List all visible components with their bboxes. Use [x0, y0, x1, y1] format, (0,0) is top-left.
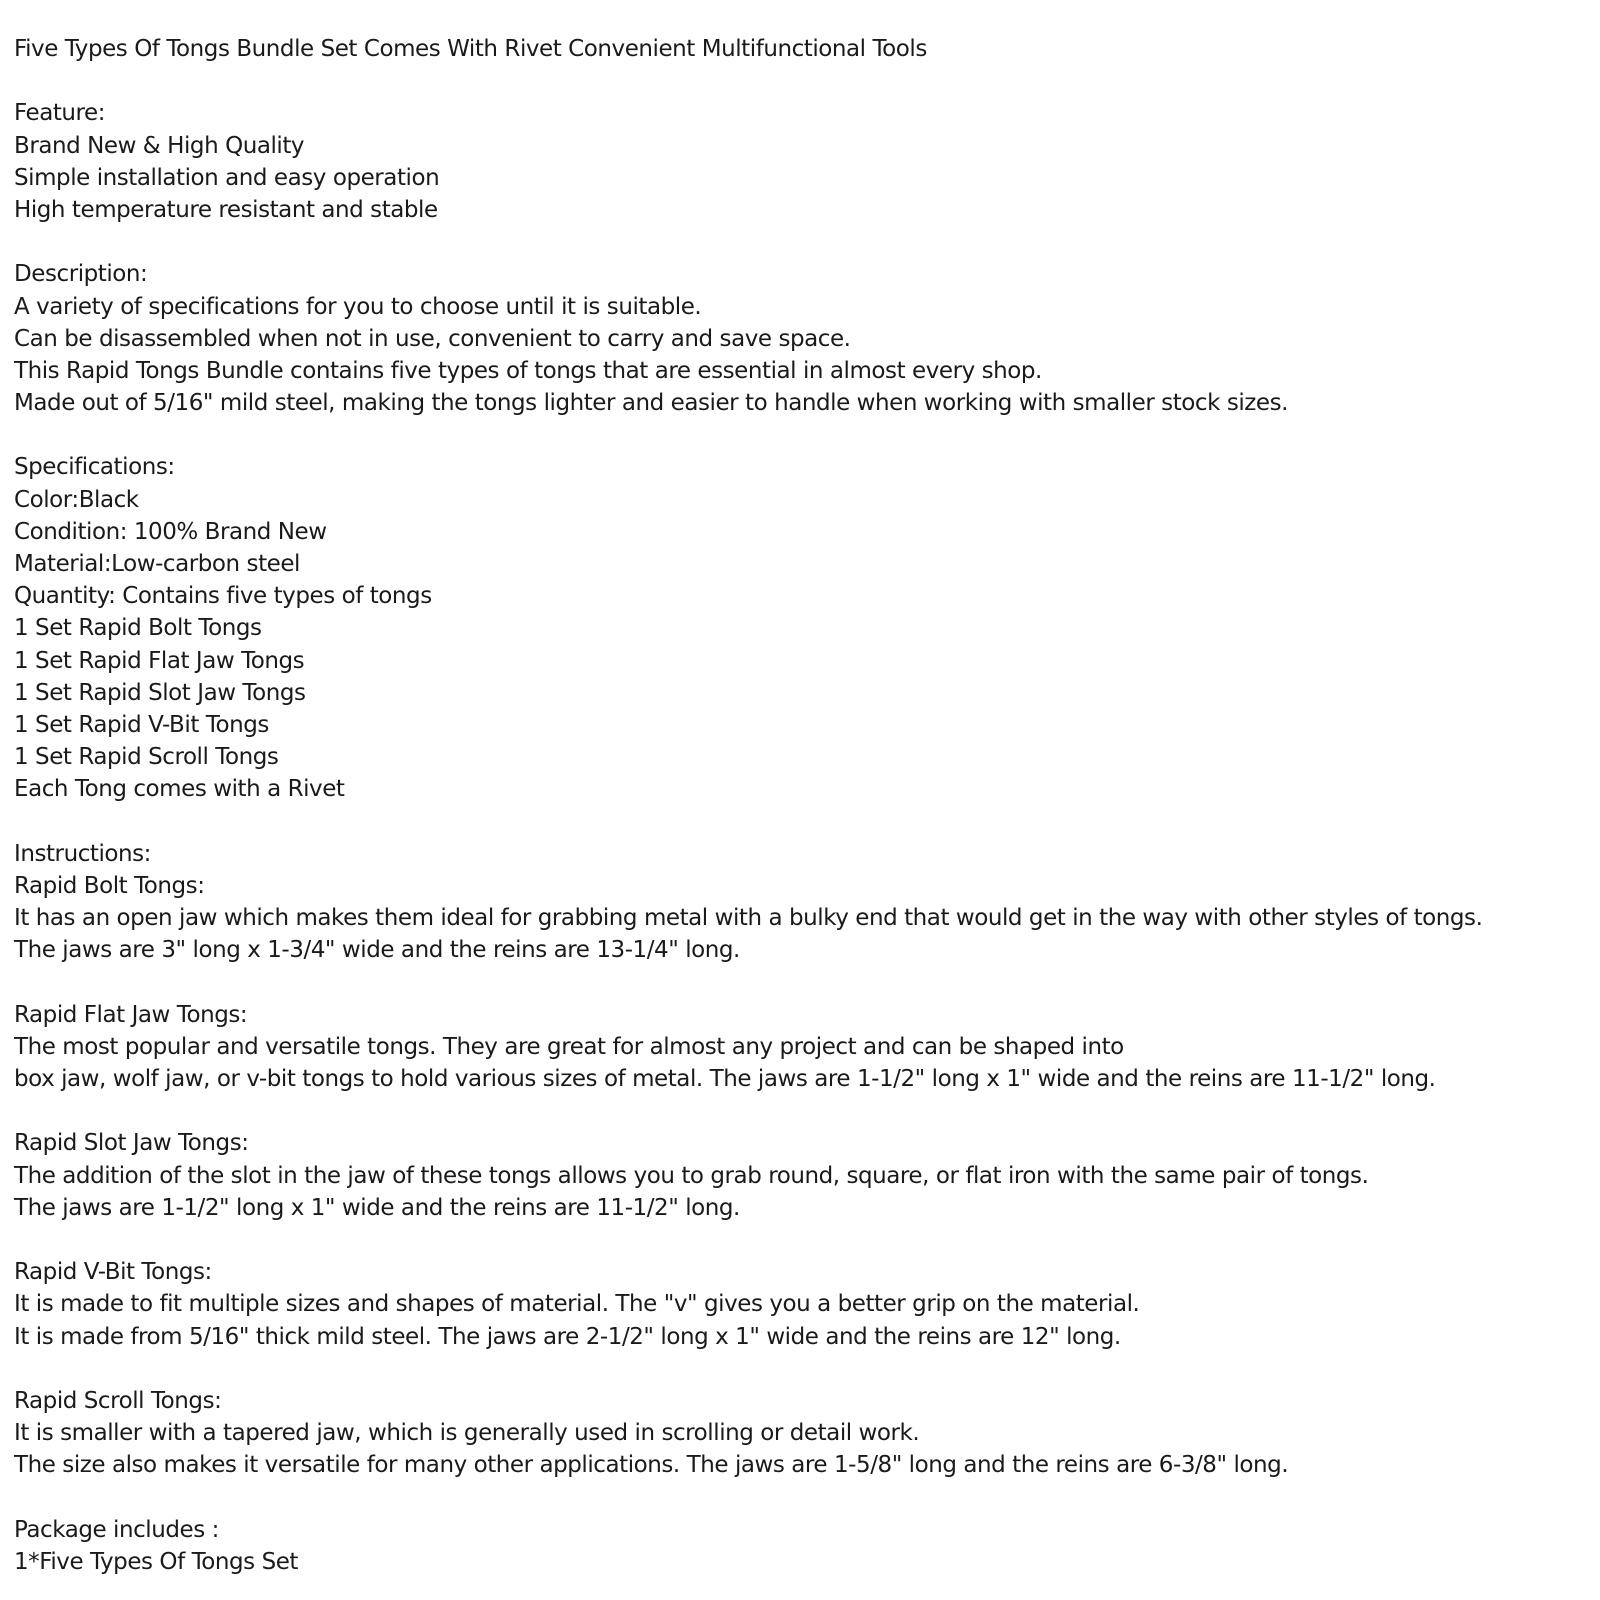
spacer — [14, 1353, 1594, 1385]
spec-quantity: Quantity: Contains five types of tongs — [14, 583, 432, 610]
description-line: Can be disassembled when not in use, convenient to carry and save space. — [14, 325, 851, 352]
spec-item: 1 Set Rapid Bolt Tongs — [14, 615, 262, 642]
spec-item: 1 Set Rapid V-Bit Tongs — [14, 711, 269, 738]
description-heading: Description: — [14, 261, 148, 288]
specifications-section — [14, 451, 1594, 805]
v-bit-tongs-heading: Rapid V-Bit Tongs: — [14, 1259, 212, 1286]
scroll-tongs-line: The size also makes it versatile for many other applications. The jaws are 1-5/8" long and the reins are 6-3/8" long. — [14, 1452, 1289, 1479]
feature-line: High temperature resistant and stable — [14, 196, 438, 223]
flat-jaw-tongs-section — [14, 999, 1594, 1096]
flat-jaw-tongs-line: The most popular and versatile tongs. They are great for almost any project and can be shaped into — [14, 1033, 1124, 1060]
spacer — [14, 1224, 1594, 1256]
description-line: This Rapid Tongs Bundle contains five types of tongs that are essential in almost every shop. — [14, 357, 1042, 384]
description-line: A variety of specifications for you to choose until it is suitable. — [14, 293, 702, 320]
package-line: 1*Five Types Of Tongs Set — [14, 1548, 298, 1575]
package-heading: Package includes : — [14, 1516, 219, 1543]
description-line: Made out of 5/16" mild steel, making the tongs lighter and easier to handle when working with smaller stock sizes. — [14, 390, 1289, 417]
spacer — [14, 419, 1594, 451]
spacer — [14, 1481, 1594, 1513]
spacer — [14, 806, 1594, 838]
specifications-heading: Specifications: — [14, 454, 175, 481]
v-bit-tongs-line: It is made from 5/16" thick mild steel. The jaws are 2-1/2" long x 1" wide and the reins are 12" long. — [14, 1323, 1121, 1350]
slot-jaw-tongs-line: The jaws are 1-1/2" long x 1" wide and the reins are 11-1/2" long. — [14, 1194, 740, 1221]
flat-jaw-tongs-line: box jaw, wolf jaw, or v-bit tongs to hold various sizes of metal. The jaws are 1-1/2" long x 1" wide and the reins are 11-1/2" long. — [14, 1066, 1436, 1092]
document-title: Five Types Of Tongs Bundle Set Comes With Rivet Convenient Multifunctional Tools — [14, 36, 927, 62]
v-bit-tongs-section — [14, 1256, 1594, 1353]
instructions-heading: Instructions: — [14, 840, 151, 867]
bolt-tongs-line: It has an open jaw which makes them ideal for grabbing metal with a bulky end that would get in the way with other styles of tongs. — [14, 905, 1483, 932]
slot-jaw-tongs-heading: Rapid Slot Jaw Tongs: — [14, 1130, 249, 1157]
spacer — [14, 966, 1594, 998]
scroll-tongs-section — [14, 1385, 1594, 1482]
spec-condition: Condition: 100% Brand New — [14, 518, 327, 545]
spec-material: Material:Low-carbon steel — [14, 551, 300, 577]
scroll-tongs-heading: Rapid Scroll Tongs: — [14, 1387, 222, 1414]
spec-item: 1 Set Rapid Slot Jaw Tongs — [14, 679, 306, 706]
feature-line: Simple installation and easy operation — [14, 164, 440, 191]
product-description — [14, 33, 1594, 1578]
spacer — [14, 65, 1594, 97]
spec-item: 1 Set Rapid Flat Jaw Tongs — [14, 647, 305, 674]
feature-line: Brand New & High Quality — [14, 132, 305, 159]
v-bit-tongs-line: It is made to fit multiple sizes and shapes of material. The "v" gives you a better grip on the material. — [14, 1291, 1140, 1318]
bolt-tongs-line: The jaws are 3" long x 1-3/4" wide and the reins are 13-1/4" long. — [14, 937, 740, 964]
package-section — [14, 1514, 1594, 1578]
flat-jaw-tongs-heading: Rapid Flat Jaw Tongs: — [14, 1001, 248, 1028]
slot-jaw-tongs-line: The addition of the slot in the jaw of these tongs allows you to grab round, square, or flat iron with the same pair of tongs. — [14, 1162, 1369, 1189]
spacer — [14, 1095, 1594, 1127]
slot-jaw-tongs-section — [14, 1127, 1594, 1224]
scroll-tongs-line: It is smaller with a tapered jaw, which is generally used in scrolling or detail work. — [14, 1420, 920, 1447]
instructions-section — [14, 838, 1594, 1482]
spec-color: Color:Black — [14, 486, 139, 513]
spacer — [14, 226, 1594, 258]
spec-rivet-note: Each Tong comes with a Rivet — [14, 776, 345, 803]
feature-heading: Feature: — [14, 100, 106, 127]
spec-item: 1 Set Rapid Scroll Tongs — [14, 744, 279, 771]
bolt-tongs-section — [14, 870, 1594, 967]
feature-section — [14, 97, 1594, 226]
bolt-tongs-heading: Rapid Bolt Tongs: — [14, 872, 205, 899]
description-section — [14, 258, 1594, 419]
